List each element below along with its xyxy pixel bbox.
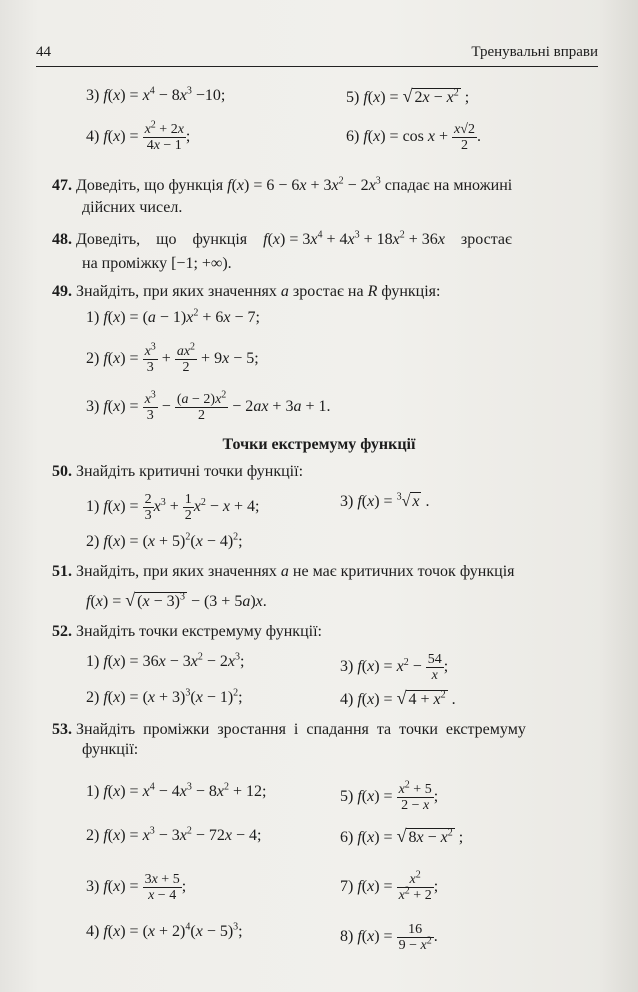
ex53-item2: 2) $f(x) = x^3 - 3x^2 - 72x - 4$; <box>86 825 262 844</box>
ex53-item6: 6) f(x) = √ $8x - x^2$ ; <box>340 826 464 846</box>
ex50-item2: 2) $f(x) = (x + 5)^2(x - 4)^2$; <box>86 531 243 550</box>
section-title: Точки екстремуму функції <box>222 436 416 453</box>
item-3: 3) $f(x) = x^4 - 8x^3 -10$; <box>86 85 226 104</box>
ex48-line1: 48. Доведіть, що функція $f(x) = 3x^4 + 4x^3 + 18x^2 + 36x$ зростає <box>52 229 512 248</box>
ex51-text: 51. Знайдіть, при яких значеннях a не має критичних точок функція <box>52 563 515 580</box>
ex50-item3: 3) f(x) = $^3$√ x . <box>340 491 430 510</box>
ex47-line1: 47. Доведіть, що функція $f(x) = 6 - 6x + 3x^2 - 2x^3$ спадає на множині <box>52 175 513 194</box>
item-5: 5) f(x) = √ $2x - x^2$ ; <box>346 86 470 106</box>
page-number: 44 <box>36 44 51 60</box>
ex53-item1: 1) $f(x) = x^4 - 4x^3 - 8x^2 + 12$; <box>86 781 267 800</box>
ex53-item7: 7) f(x) = $\frac{x^2}{x^2 + 2}$ ; <box>340 869 439 903</box>
ex51-formula: f(x) = √ $(x - 3)^3 - (3 + 5a)x$. <box>86 590 267 610</box>
ex52-item2: 2) $f(x) = (x + 3)^3(x - 1)^2$; <box>86 687 243 706</box>
ex50-text: 50. Знайдіть критичні точки функції: <box>52 463 304 480</box>
ex52-item4: 4) f(x) = √ $4 + x^2$ . <box>340 688 456 708</box>
ex49-item2: 2) f(x) = $\frac{x^3}{3}$ + $\frac{ax^2}{2}$ + 9x − 5; <box>86 341 259 375</box>
ex52-item1: 1) $f(x) = 36x - 3x^2 - 2x^3$; <box>86 651 245 670</box>
item-6: 6) f(x) = cos x + $\frac{x√2}{2}$ . <box>346 122 481 153</box>
ex53-line2: функції: <box>82 741 139 758</box>
ex49-item1: 1) $f(x) = (a - 1)x^2 + 6x - 7$; <box>86 307 260 326</box>
ex50-item1: 1) f(x) = $\frac{2}{3}$ $x^3$ + $\frac{1}{2}$ $x^2 - x + 4$; <box>86 492 260 523</box>
running-title: Тренувальні вправи <box>471 44 598 60</box>
ex53-line1: 53. Знайдіть проміжки зростання і спадання та точки екстремуму <box>52 721 526 738</box>
ex48-line2: на проміжку [−1; +∞). <box>82 255 232 272</box>
page-header <box>36 42 598 67</box>
ex53-item4: 4) $f(x) = (x + 2)^4(x - 5)^3$; <box>86 921 243 940</box>
ex52-text: 52. Знайдіть точки екстремуму функції: <box>52 623 322 640</box>
ex47-line2: дійсних чисел. <box>82 199 183 216</box>
ex53-item8: 8) f(x) = $\frac{16}{9 - x^2}$ . <box>340 922 438 953</box>
page-edge-shadow <box>598 0 638 992</box>
ex52-item3: 3) $f(x) = x^2$ − $\frac{54}{x}$ ; <box>340 652 449 683</box>
ex53-item3: 3) f(x) = $\frac{3x + 5}{x - 4}$ ; <box>86 872 187 903</box>
ex49-text: 49. Знайдіть, при яких значеннях a зростає на R функція: <box>52 283 441 300</box>
ex49-item3: 3) f(x) = $\frac{x^3}{3}$ − $\frac{(a - 2)x^2}{2}$ − 2ax + 3a + 1. <box>86 389 331 423</box>
ex53-item5: 5) f(x) = $\frac{x^2 + 5}{2 - x}$ ; <box>340 779 439 813</box>
item-4: 4) f(x) = $\frac{x^2 + 2x}{4x - 1}$ ; <box>86 119 191 153</box>
